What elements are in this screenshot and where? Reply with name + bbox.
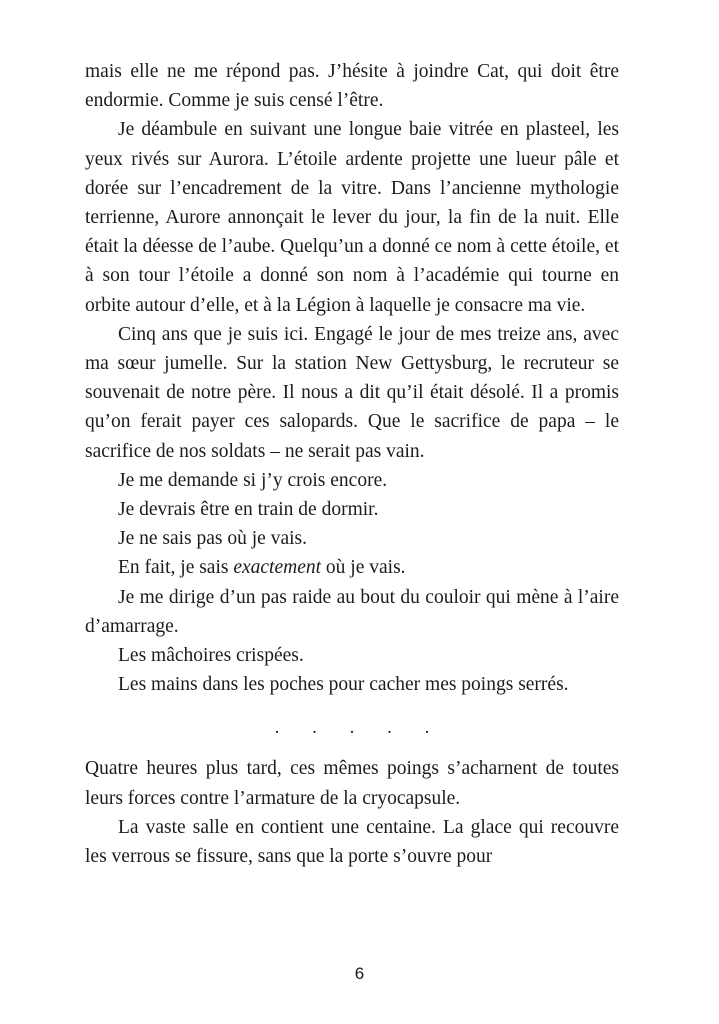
paragraph: Quatre heures plus tard, ces mêmes poings s’acharnent de toutes leurs forces contre l’armature de la cryocapsule. [85,758,619,809]
paragraph: Je ne sais pas où je vais. [118,528,308,550]
paragraph: Je devrais être en train de dormir. [118,499,379,521]
paragraph: Je me demande si j’y crois encore. [118,469,388,491]
paragraph: Je me dirige d’un pas raide au bout du couloir qui mène à l’aire d’amarrage. [85,586,619,637]
paragraph: mais elle ne me répond pas. J’hésite à joindre Cat, qui doit être endormie. Comme je suis censé l’être. [85,61,619,112]
page-text [85,57,619,871]
paragraph: Les mains dans les poches pour cacher mes poings serrés. [118,674,569,696]
text-before: En fait, je sais [118,557,234,579]
emphasis-text: exactement [233,557,322,579]
paragraph: Les mâchoires crispées. [118,645,304,667]
section-separator: . . . . . [274,717,444,739]
page-number: 6 [354,964,365,983]
text-after: où je vais. [321,557,406,579]
paragraph-italic-line [85,553,619,582]
paragraph: Cinq ans que je suis ici. Engagé le jour de mes treize ans, avec ma sœur jumelle. Sur la station New Gettysburg, le recruteur se souvenait de notre père. Il nous a dit qu’il était désolé. Il a promis qu’on ferait payer ces salopards. Que le sacrifice de papa – le sacrifice de nos soldats – ne serait pas vain. [85,323,619,462]
paragraph: Je déambule en suivant une longue baie vitrée en plasteel, les yeux rivés sur Aurora. L’étoile ardente projette une lueur pâle et dorée sur l’encadrement de la vitre. Dans l’ancienne mythologie terrienne, Aurore annonçait le lever du jour, la fin de la nuit. Elle était la déesse de l’aube. Quelqu’un a donné ce nom à cette étoile, et à son tour l’étoile a donné son nom à l’académie qui tourne en orbite autour d’elle, et à la Légion à laquelle je consacre ma vie. [85,119,619,316]
paragraph: La vaste salle en contient une centaine. La glace qui recouvre les verrous se fissure, sans que la porte s’ouvre pour [85,816,619,868]
